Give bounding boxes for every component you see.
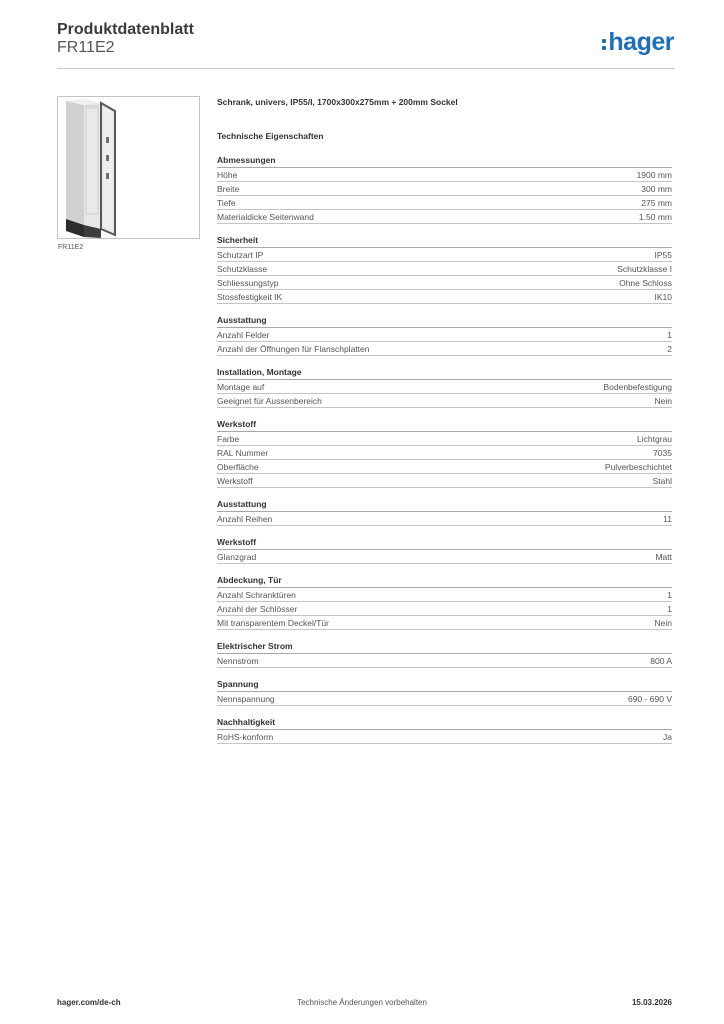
property-group: [217, 315, 672, 356]
hager-logo: [602, 28, 674, 57]
property-row: [217, 182, 672, 196]
property-value: 1: [667, 330, 672, 340]
property-value: Pulverbeschichtet: [604, 462, 672, 472]
property-value: Matt: [655, 552, 672, 562]
property-group: [217, 717, 672, 744]
property-row: [217, 602, 672, 616]
footer-notice: Technische Änderungen vorbehalten: [297, 998, 427, 1007]
property-group: [217, 641, 672, 668]
property-row: [217, 394, 672, 408]
property-label: Anzahl der Öffnungen für Flanschplatten: [217, 344, 370, 354]
property-row: [217, 432, 672, 446]
property-row: [217, 616, 672, 630]
property-value: Nein: [654, 396, 672, 406]
product-description: Schrank, univers, IP55/I, 1700x300x275mm + 200mm Sockel: [217, 97, 458, 107]
property-value: Ja: [663, 732, 672, 742]
property-row: [217, 512, 672, 526]
property-label: Schliessungstyp: [217, 278, 279, 288]
property-value: Nein: [654, 618, 672, 628]
tech-properties-heading: Technische Eigenschaften: [217, 131, 324, 141]
group-title: Werkstoff: [217, 537, 672, 550]
property-group: [217, 537, 672, 564]
property-value: 7035: [653, 448, 672, 458]
property-group: [217, 235, 672, 304]
property-label: Mit transparentem Deckel/Tür: [217, 618, 329, 628]
property-row: [217, 692, 672, 706]
property-row: [217, 328, 672, 342]
property-group: [217, 419, 672, 488]
property-label: Werkstoff: [217, 476, 253, 486]
property-label: Anzahl Felder: [217, 330, 270, 340]
property-value: 1.50 mm: [638, 212, 672, 222]
property-row: [217, 290, 672, 304]
property-label: Tiefe: [217, 198, 236, 208]
property-label: Materialdicke Seitenwand: [217, 212, 314, 222]
property-row: [217, 380, 672, 394]
property-value: 1900 mm: [636, 170, 672, 180]
property-value: 275 mm: [641, 198, 672, 208]
property-value: 690 - 690 V: [628, 694, 672, 704]
property-row: [217, 262, 672, 276]
property-group: [217, 575, 672, 630]
property-row: [217, 550, 672, 564]
datasheet-content: [217, 96, 672, 744]
property-label: Glanzgrad: [217, 552, 257, 562]
property-value: Stahl: [652, 476, 672, 486]
property-label: Anzahl Schranktüren: [217, 590, 296, 600]
property-value: 800 A: [650, 656, 672, 666]
property-value: 300 mm: [641, 184, 672, 194]
property-label: Anzahl Reihen: [217, 514, 273, 524]
group-title: Elektrischer Strom: [217, 641, 672, 654]
property-label: Nennspannung: [217, 694, 275, 704]
logo-colon-icon: [602, 36, 607, 52]
property-value: IP55: [654, 250, 672, 260]
property-label: Geeignet für Aussenbereich: [217, 396, 322, 406]
footer-website: hager.com/de-ch: [57, 998, 121, 1007]
group-title: Nachhaltigkeit: [217, 717, 672, 730]
cabinet-illustration: [58, 97, 199, 238]
property-label: Stossfestigkeit IK: [217, 292, 283, 302]
property-group: [217, 367, 672, 408]
property-value: 1: [667, 604, 672, 614]
property-label: Breite: [217, 184, 240, 194]
property-value: 2: [667, 344, 672, 354]
header-divider: [57, 68, 674, 69]
property-group: [217, 679, 672, 706]
property-row: [217, 446, 672, 460]
property-value: Schutzklasse I: [617, 264, 672, 274]
property-label: Nennstrom: [217, 656, 259, 666]
property-label: Schutzklasse: [217, 264, 268, 274]
property-row: [217, 196, 672, 210]
property-row: [217, 588, 672, 602]
property-group: [217, 499, 672, 526]
property-label: RoHS-konform: [217, 732, 274, 742]
group-title: Sicherheit: [217, 235, 672, 248]
group-title: Ausstattung: [217, 499, 672, 512]
group-title: Abdeckung, Tür: [217, 575, 672, 588]
group-title: Werkstoff: [217, 419, 672, 432]
property-label: Montage auf: [217, 382, 265, 392]
footer-date: 15.03.2026: [631, 998, 672, 1007]
property-row: [217, 460, 672, 474]
property-row: [217, 474, 672, 488]
property-value: Lichtgrau: [637, 434, 672, 444]
property-row: [217, 730, 672, 744]
property-label: RAL Nummer: [217, 448, 269, 458]
property-value: Bodenbefestigung: [603, 382, 672, 392]
group-title: Ausstattung: [217, 315, 672, 328]
property-groups: [217, 155, 672, 744]
product-image: [57, 96, 200, 239]
property-row: [217, 248, 672, 262]
property-row: [217, 654, 672, 668]
image-caption: FR11E2: [58, 244, 84, 251]
property-label: Schutzart IP: [217, 250, 264, 260]
property-value: 11: [663, 514, 672, 524]
product-reference: FR11E2: [57, 39, 115, 56]
group-title: Abmessungen: [217, 155, 672, 168]
property-row: [217, 276, 672, 290]
property-label: Höhe: [217, 170, 238, 180]
property-value: IK10: [654, 292, 672, 302]
property-value: Ohne Schloss: [619, 278, 672, 288]
property-value: 1: [667, 590, 672, 600]
group-title: Spannung: [217, 679, 672, 692]
group-title: Installation, Montage: [217, 367, 672, 380]
property-row: [217, 342, 672, 356]
property-row: [217, 210, 672, 224]
property-label: Anzahl der Schlösser: [217, 604, 298, 614]
property-row: [217, 168, 672, 182]
property-label: Farbe: [217, 434, 240, 444]
property-group: [217, 155, 672, 224]
logo-text: hager: [608, 28, 674, 56]
property-label: Oberfläche: [217, 462, 259, 472]
page-title: Produktdatenblatt: [57, 21, 194, 38]
